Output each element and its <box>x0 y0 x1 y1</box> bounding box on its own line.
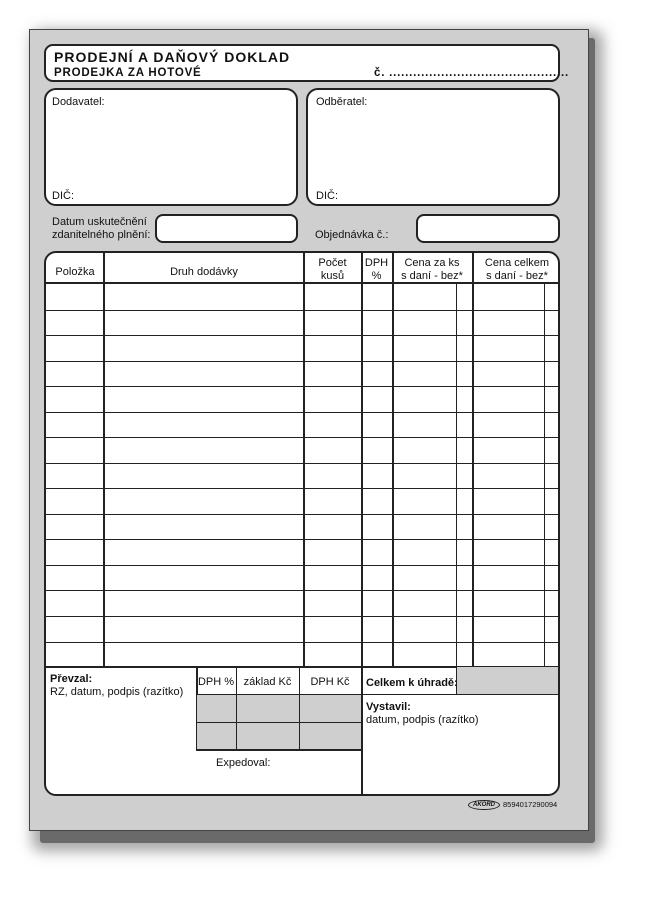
received-sublabel: RZ, datum, podpis (razítko) <box>50 686 184 698</box>
col-header-vat-1: DPH <box>364 257 389 269</box>
buyer-vat-label: DIČ: <box>316 190 338 202</box>
col-divider <box>472 253 474 667</box>
vat-table-border <box>196 749 361 751</box>
taxable-date-label-1: Datum uskutečnění <box>52 216 147 228</box>
total-due-label: Celkem k úhradě: <box>366 677 458 689</box>
vat-table-border <box>196 722 361 723</box>
col-header-unit-price-1: Cena za ks <box>404 257 460 269</box>
col-subdivider <box>544 282 545 667</box>
col-divider <box>103 253 105 667</box>
barcode-number: 8594017290094 <box>503 800 558 809</box>
vat-table-border <box>196 694 361 695</box>
received-label: Převzal: <box>50 673 93 685</box>
col-header-total-1: Cena celkem <box>484 257 550 269</box>
col-divider <box>303 253 305 667</box>
form-subtitle: PRODEJKA ZA HOTOVÉ <box>54 67 202 79</box>
order-number-label: Objednávka č.: <box>315 229 389 241</box>
col-divider <box>392 253 394 667</box>
col-header-unit-price-2: s daní - bez* <box>401 270 463 282</box>
receipt-form <box>29 29 589 831</box>
items-table <box>44 251 560 796</box>
vat-percent-header: DPH % <box>197 676 235 688</box>
vat-amount-header: DPH Kč <box>310 676 350 688</box>
col-header-total-2: s daní - bez* <box>486 270 548 282</box>
supplier-vat-label: DIČ: <box>52 190 74 202</box>
col-header-item: Položka <box>55 266 95 278</box>
taxable-date-field[interactable] <box>155 214 298 243</box>
akord-logo: AKORD <box>468 800 500 810</box>
issued-label: Vystavil: <box>366 701 411 713</box>
supplier-label: Dodavatel: <box>52 96 105 108</box>
footer-split <box>361 667 363 796</box>
header-box <box>44 44 569 82</box>
col-header-qty-2: kusů <box>320 270 345 282</box>
col-header-description: Druh dodávky <box>170 266 238 278</box>
col-header-vat-2: % <box>371 270 382 282</box>
total-due-border <box>361 694 560 695</box>
supplier-box[interactable] <box>44 88 298 206</box>
issued-sublabel: datum, podpis (razítko) <box>366 714 479 726</box>
buyer-box[interactable] <box>306 88 560 206</box>
form-title: PRODEJNÍ A DAŇOVÝ DOKLAD <box>54 49 291 65</box>
total-due-field[interactable] <box>457 667 560 694</box>
taxable-date-label-2: zdanitelného plnění: <box>52 229 151 241</box>
dispatched-label: Expedoval: <box>216 757 271 769</box>
col-subdivider <box>456 282 457 667</box>
vat-base-header: základ Kč <box>243 676 292 688</box>
buyer-label: Odběratel: <box>316 96 368 108</box>
col-header-qty-1: Počet <box>318 257 347 269</box>
document-number-field[interactable]: č. ............................................. <box>374 67 569 79</box>
col-divider <box>361 253 363 667</box>
order-number-field[interactable] <box>416 214 560 243</box>
